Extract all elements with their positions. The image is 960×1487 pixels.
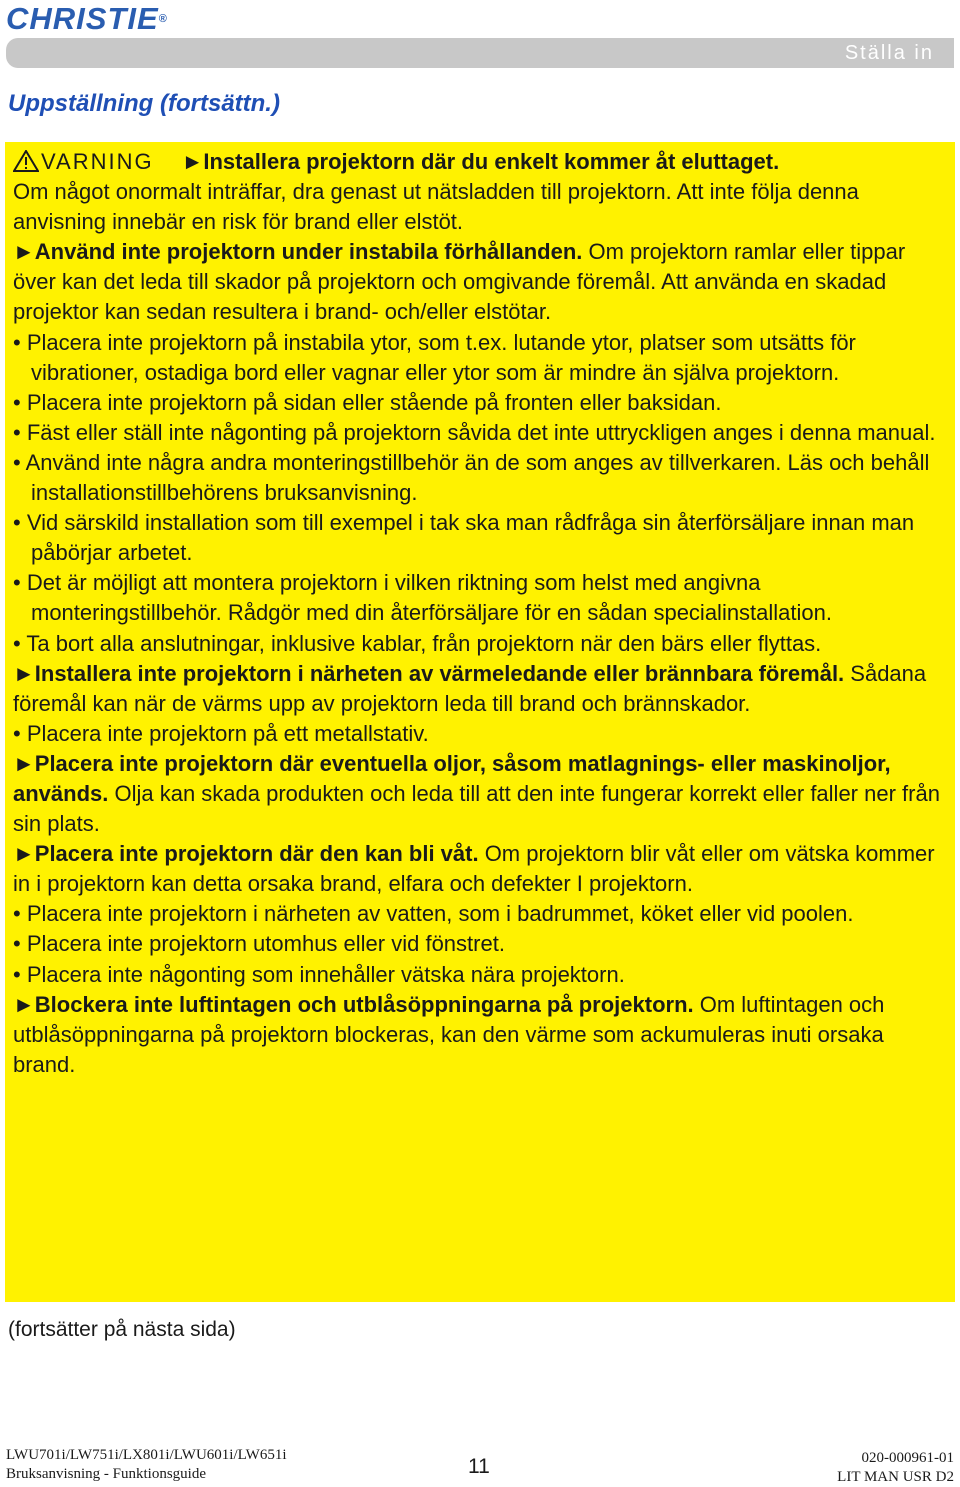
warning-heading-5: ►Placera inte projektorn där den kan bli våt. [13,841,479,867]
warning-text-1: Om något onormalt inträffar, dra genast ut nätsladden till projektorn. Att inte följa denna anvisning innebär en risk för brand eller elstöt. [13,179,859,235]
warning-triangle-icon [13,150,39,172]
list-item: • Placera inte projektorn på instabila ytor, som t.ex. lutande ytor, platser som utsätts för vibrationer, ostadiga bord eller vagnar eller ytor som är mindre än själva projektorn. [13,329,856,385]
page-subtitle: Uppställning (fortsättn.) [8,90,280,117]
warning-heading-3: ►Installera inte projektorn i närheten av värmeledande eller brännbara föremål. [13,660,845,686]
continued-note: (fortsätter på nästa sida) [8,1318,236,1341]
logo-text: CHRISTIE [6,1,159,36]
christie-logo [6,2,168,36]
section-tab: Ställa in [844,42,934,64]
warning-paragraph-5 [13,839,945,899]
warning-text-6: Om luftintagen och utblåsöppningarna på projektorn blockeras, kan den värme som ackumuleras inuti orsaka brand. [13,991,885,1077]
list-item: • Placera inte projektorn i närheten av vatten, som i badrummet, köket eller vid poolen. [13,901,854,927]
list-item: • Använd inte några andra monteringstillbehör än de som anges av tillverkaren. Läs och behåll installationstillbehörens bruksanvisning. [13,449,930,506]
list-item: • Placera inte någonting som innehåller vätska nära projektorn. [13,961,625,987]
warning-heading-2: ►Använd inte projektorn under instabila förhållanden. [13,239,583,265]
warning-text-5: Om projektorn blir våt eller om vätska kommer in i projektorn kan detta orsaka brand, elfara och defekter I projektorn. [13,841,935,897]
footer-models: LWU701i/LW751i/LX801i/LWU601i/LW651i [6,1447,287,1463]
warning-paragraph-6 [13,990,945,1080]
list-item: • Placera inte projektorn på sidan eller stående på fronten eller baksidan. [13,389,722,415]
list-item: • Det är möjligt att montera projektorn i vilken riktning som helst med angivna monteringstillbehör. Rådgör med din återförsäljare för en sådan specialinstallation. [13,570,833,626]
registered-mark: ® [158,13,168,25]
footer-doc-number: 020-000961-01 [861,1450,954,1466]
warning-heading-4: ►Placera inte projektorn där eventuella oljor, såsom matlagnings- eller maskinoljor, används. [13,750,891,806]
list-item: • Placera inte projektorn utomhus eller vid fönstret. [13,931,505,957]
warning-paragraph-4 [13,749,945,839]
page-number: 11 [468,1455,490,1478]
list-item: • Placera inte projektorn på ett metallstativ. [13,720,429,746]
footer-doc-code: LIT MAN USR D2 [837,1469,954,1485]
warning-label: VARNING [41,149,154,174]
warning-text-2: Om projektorn ramlar eller tippar över kan det leda till skador på projektorn och omgivande föremål. Att använda en skadad projektor kan sedan resultera i brand- och/eller elstötar. [13,239,906,325]
warning-paragraph-1 [13,147,945,237]
warning-heading-6: ►Blockera inte luftintagen och utblåsöppningarna på projektorn. [13,991,694,1017]
list-item: • Fäst eller ställ inte någonting på projektorn såvida det inte uttryckligen anges i denna manual. [13,419,936,445]
warning-text-3: Sådana föremål kan när de värms upp av projektorn leda till brand och brännskador. [13,660,927,716]
warning-text-4: Olja kan skada produkten och leda till att den inte fungerar korrekt eller faller ner från sin plats. [13,780,940,837]
footer-right [837,1449,954,1487]
footer-left [6,1446,287,1484]
warning-box [5,142,955,1302]
warning-paragraph-3 [13,659,945,719]
list-item: • Vid särskild installation som till exempel i tak ska man rådfråga sin återförsäljare innan man påbörjar arbetet. [13,510,915,566]
footer-manual-title: Bruksanvisning - Funktionsguide [6,1466,207,1482]
list-item: • Ta bort alla anslutningar, inklusive kablar, från projektorn när den bärs eller flyttas. [13,630,822,656]
header-bar [6,38,954,68]
warning-paragraph-2 [13,237,945,327]
warning-heading-1: ►Installera projektorn där du enkelt kommer åt eluttaget. [181,149,780,174]
